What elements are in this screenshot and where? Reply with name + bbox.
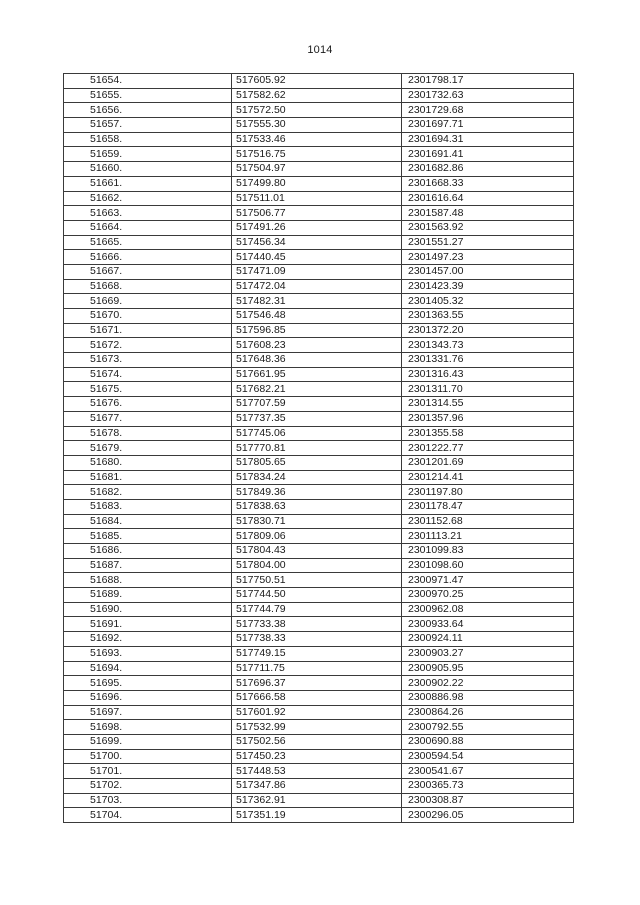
table-row	[64, 588, 574, 603]
table-row	[64, 455, 574, 470]
northing-cell: 2301113.21	[402, 529, 574, 544]
easting-cell: 517499.80	[232, 176, 402, 191]
table-row	[64, 529, 574, 544]
point-number-cell: 51677.	[64, 411, 232, 426]
easting-cell: 517809.06	[232, 529, 402, 544]
point-number-cell: 51702.	[64, 779, 232, 794]
easting-cell: 517491.26	[232, 220, 402, 235]
easting-cell: 517682.21	[232, 382, 402, 397]
easting-cell: 517440.45	[232, 250, 402, 265]
table-row	[64, 676, 574, 691]
northing-cell: 2300792.55	[402, 720, 574, 735]
table-row	[64, 544, 574, 559]
point-number-cell: 51694.	[64, 661, 232, 676]
table-row	[64, 808, 574, 823]
table-row	[64, 74, 574, 89]
table-row	[64, 382, 574, 397]
table-row	[64, 206, 574, 221]
easting-cell: 517744.50	[232, 588, 402, 603]
easting-cell: 517744.79	[232, 602, 402, 617]
northing-cell: 2300970.25	[402, 588, 574, 603]
northing-cell: 2300296.05	[402, 808, 574, 823]
northing-cell: 2301551.27	[402, 235, 574, 250]
northing-cell: 2301222.77	[402, 441, 574, 456]
northing-cell: 2301316.43	[402, 367, 574, 382]
point-number-cell: 51704.	[64, 808, 232, 823]
point-number-cell: 51667.	[64, 264, 232, 279]
table-row	[64, 220, 574, 235]
table-row	[64, 323, 574, 338]
point-number-cell: 51654.	[64, 74, 232, 89]
point-number-cell: 51695.	[64, 676, 232, 691]
northing-cell: 2301423.39	[402, 279, 574, 294]
table-row	[64, 367, 574, 382]
northing-cell: 2301694.31	[402, 132, 574, 147]
point-number-cell: 51697.	[64, 705, 232, 720]
northing-cell: 2300902.22	[402, 676, 574, 691]
easting-cell: 517601.92	[232, 705, 402, 720]
point-number-cell: 51690.	[64, 602, 232, 617]
easting-cell: 517608.23	[232, 338, 402, 353]
point-number-cell: 51686.	[64, 544, 232, 559]
point-number-cell: 51662.	[64, 191, 232, 206]
northing-cell: 2301314.55	[402, 397, 574, 412]
point-number-cell: 51670.	[64, 309, 232, 324]
coordinates-table	[63, 73, 574, 823]
easting-cell: 517661.95	[232, 367, 402, 382]
table-row	[64, 118, 574, 133]
point-number-cell: 51675.	[64, 382, 232, 397]
table-row	[64, 793, 574, 808]
point-number-cell: 51672.	[64, 338, 232, 353]
point-number-cell: 51684.	[64, 514, 232, 529]
northing-cell: 2301363.55	[402, 309, 574, 324]
table-row	[64, 235, 574, 250]
easting-cell: 517347.86	[232, 779, 402, 794]
northing-cell: 2301563.92	[402, 220, 574, 235]
point-number-cell: 51691.	[64, 617, 232, 632]
point-number-cell: 51701.	[64, 764, 232, 779]
point-number-cell: 51692.	[64, 632, 232, 647]
northing-cell: 2301732.63	[402, 88, 574, 103]
table-row	[64, 338, 574, 353]
easting-cell: 517696.37	[232, 676, 402, 691]
easting-cell: 517555.30	[232, 118, 402, 133]
point-number-cell: 51689.	[64, 588, 232, 603]
table-row	[64, 602, 574, 617]
table-row	[64, 353, 574, 368]
northing-cell: 2301152.68	[402, 514, 574, 529]
point-number-cell: 51698.	[64, 720, 232, 735]
easting-cell: 517838.63	[232, 499, 402, 514]
northing-cell: 2300905.95	[402, 661, 574, 676]
table-row	[64, 499, 574, 514]
easting-cell: 517582.62	[232, 88, 402, 103]
table-row	[64, 147, 574, 162]
easting-cell: 517849.36	[232, 485, 402, 500]
easting-cell: 517737.35	[232, 411, 402, 426]
point-number-cell: 51703.	[64, 793, 232, 808]
point-number-cell: 51676.	[64, 397, 232, 412]
easting-cell: 517605.92	[232, 74, 402, 89]
point-number-cell: 51660.	[64, 162, 232, 177]
easting-cell: 517532.99	[232, 720, 402, 735]
northing-cell: 2301405.32	[402, 294, 574, 309]
table-row	[64, 617, 574, 632]
point-number-cell: 51668.	[64, 279, 232, 294]
point-number-cell: 51669.	[64, 294, 232, 309]
northing-cell: 2301691.41	[402, 147, 574, 162]
point-number-cell: 51674.	[64, 367, 232, 382]
northing-cell: 2301214.41	[402, 470, 574, 485]
northing-cell: 2301697.71	[402, 118, 574, 133]
table-row	[64, 720, 574, 735]
easting-cell: 517448.53	[232, 764, 402, 779]
point-number-cell: 51693.	[64, 646, 232, 661]
easting-cell: 517482.31	[232, 294, 402, 309]
northing-cell: 2301357.96	[402, 411, 574, 426]
point-number-cell: 51699.	[64, 734, 232, 749]
point-number-cell: 51673.	[64, 353, 232, 368]
easting-cell: 517351.19	[232, 808, 402, 823]
easting-cell: 517533.46	[232, 132, 402, 147]
page-number: 1014	[307, 44, 333, 56]
table-row	[64, 88, 574, 103]
easting-cell: 517362.91	[232, 793, 402, 808]
table-row	[64, 573, 574, 588]
northing-cell: 2301355.58	[402, 426, 574, 441]
table-row	[64, 191, 574, 206]
easting-cell: 517745.06	[232, 426, 402, 441]
northing-cell: 2301668.33	[402, 176, 574, 191]
table-row	[64, 514, 574, 529]
table-row	[64, 734, 574, 749]
easting-cell: 517707.59	[232, 397, 402, 412]
northing-cell: 2300933.64	[402, 617, 574, 632]
easting-cell: 517830.71	[232, 514, 402, 529]
northing-cell: 2301372.20	[402, 323, 574, 338]
easting-cell: 517733.38	[232, 617, 402, 632]
point-number-cell: 51700.	[64, 749, 232, 764]
point-number-cell: 51678.	[64, 426, 232, 441]
easting-cell: 517546.48	[232, 309, 402, 324]
table-row	[64, 176, 574, 191]
table-row	[64, 485, 574, 500]
easting-cell: 517502.56	[232, 734, 402, 749]
point-number-cell: 51666.	[64, 250, 232, 265]
northing-cell: 2300365.73	[402, 779, 574, 794]
easting-cell: 517511.01	[232, 191, 402, 206]
table-row	[64, 426, 574, 441]
table-row	[64, 132, 574, 147]
northing-cell: 2301098.60	[402, 558, 574, 573]
easting-cell: 517450.23	[232, 749, 402, 764]
easting-cell: 517749.15	[232, 646, 402, 661]
table-row	[64, 705, 574, 720]
table-row	[64, 309, 574, 324]
point-number-cell: 51671.	[64, 323, 232, 338]
point-number-cell: 51685.	[64, 529, 232, 544]
table-row	[64, 690, 574, 705]
table-row	[64, 470, 574, 485]
table-row	[64, 779, 574, 794]
point-number-cell: 51655.	[64, 88, 232, 103]
point-number-cell: 51682.	[64, 485, 232, 500]
northing-cell: 2301197.80	[402, 485, 574, 500]
table-row	[64, 441, 574, 456]
table-row	[64, 661, 574, 676]
easting-cell: 517506.77	[232, 206, 402, 221]
northing-cell: 2301682.86	[402, 162, 574, 177]
easting-cell: 517456.34	[232, 235, 402, 250]
table-row	[64, 162, 574, 177]
easting-cell: 517596.85	[232, 323, 402, 338]
point-number-cell: 51661.	[64, 176, 232, 191]
point-number-cell: 51664.	[64, 220, 232, 235]
easting-cell: 517804.00	[232, 558, 402, 573]
point-number-cell: 51657.	[64, 118, 232, 133]
point-number-cell: 51683.	[64, 499, 232, 514]
table-row	[64, 411, 574, 426]
northing-cell: 2301798.17	[402, 74, 574, 89]
point-number-cell: 51687.	[64, 558, 232, 573]
easting-cell: 517750.51	[232, 573, 402, 588]
table-row	[64, 264, 574, 279]
northing-cell: 2301099.83	[402, 544, 574, 559]
northing-cell: 2300594.54	[402, 749, 574, 764]
table-row	[64, 749, 574, 764]
easting-cell: 517805.65	[232, 455, 402, 470]
easting-cell: 517666.58	[232, 690, 402, 705]
easting-cell: 517804.43	[232, 544, 402, 559]
point-number-cell: 51680.	[64, 455, 232, 470]
easting-cell: 517738.33	[232, 632, 402, 647]
point-number-cell: 51665.	[64, 235, 232, 250]
northing-cell: 2301497.23	[402, 250, 574, 265]
point-number-cell: 51688.	[64, 573, 232, 588]
easting-cell: 517472.04	[232, 279, 402, 294]
northing-cell: 2301201.69	[402, 455, 574, 470]
point-number-cell: 51656.	[64, 103, 232, 118]
table-row	[64, 103, 574, 118]
easting-cell: 517711.75	[232, 661, 402, 676]
northing-cell: 2301616.64	[402, 191, 574, 206]
northing-cell: 2300864.26	[402, 705, 574, 720]
northing-cell: 2301729.68	[402, 103, 574, 118]
northing-cell: 2301343.73	[402, 338, 574, 353]
point-number-cell: 51663.	[64, 206, 232, 221]
northing-cell: 2301311.70	[402, 382, 574, 397]
northing-cell: 2300886.98	[402, 690, 574, 705]
point-number-cell: 51696.	[64, 690, 232, 705]
table-row	[64, 294, 574, 309]
point-number-cell: 51658.	[64, 132, 232, 147]
table-row	[64, 397, 574, 412]
coordinates-table-body	[64, 74, 574, 823]
northing-cell: 2300971.47	[402, 573, 574, 588]
northing-cell: 2301331.76	[402, 353, 574, 368]
point-number-cell: 51681.	[64, 470, 232, 485]
table-row	[64, 646, 574, 661]
table-row	[64, 632, 574, 647]
easting-cell: 517471.09	[232, 264, 402, 279]
table-row	[64, 250, 574, 265]
easting-cell: 517834.24	[232, 470, 402, 485]
easting-cell: 517648.36	[232, 353, 402, 368]
northing-cell: 2300690.88	[402, 734, 574, 749]
northing-cell: 2300924.11	[402, 632, 574, 647]
northing-cell: 2301587.48	[402, 206, 574, 221]
northing-cell: 2301178.47	[402, 499, 574, 514]
northing-cell: 2300903.27	[402, 646, 574, 661]
table-row	[64, 558, 574, 573]
northing-cell: 2300962.08	[402, 602, 574, 617]
northing-cell: 2301457.00	[402, 264, 574, 279]
point-number-cell: 51659.	[64, 147, 232, 162]
northing-cell: 2300308.87	[402, 793, 574, 808]
easting-cell: 517572.50	[232, 103, 402, 118]
northing-cell: 2300541.67	[402, 764, 574, 779]
point-number-cell: 51679.	[64, 441, 232, 456]
table-row	[64, 279, 574, 294]
easting-cell: 517504.97	[232, 162, 402, 177]
easting-cell: 517770.81	[232, 441, 402, 456]
easting-cell: 517516.75	[232, 147, 402, 162]
table-row	[64, 764, 574, 779]
